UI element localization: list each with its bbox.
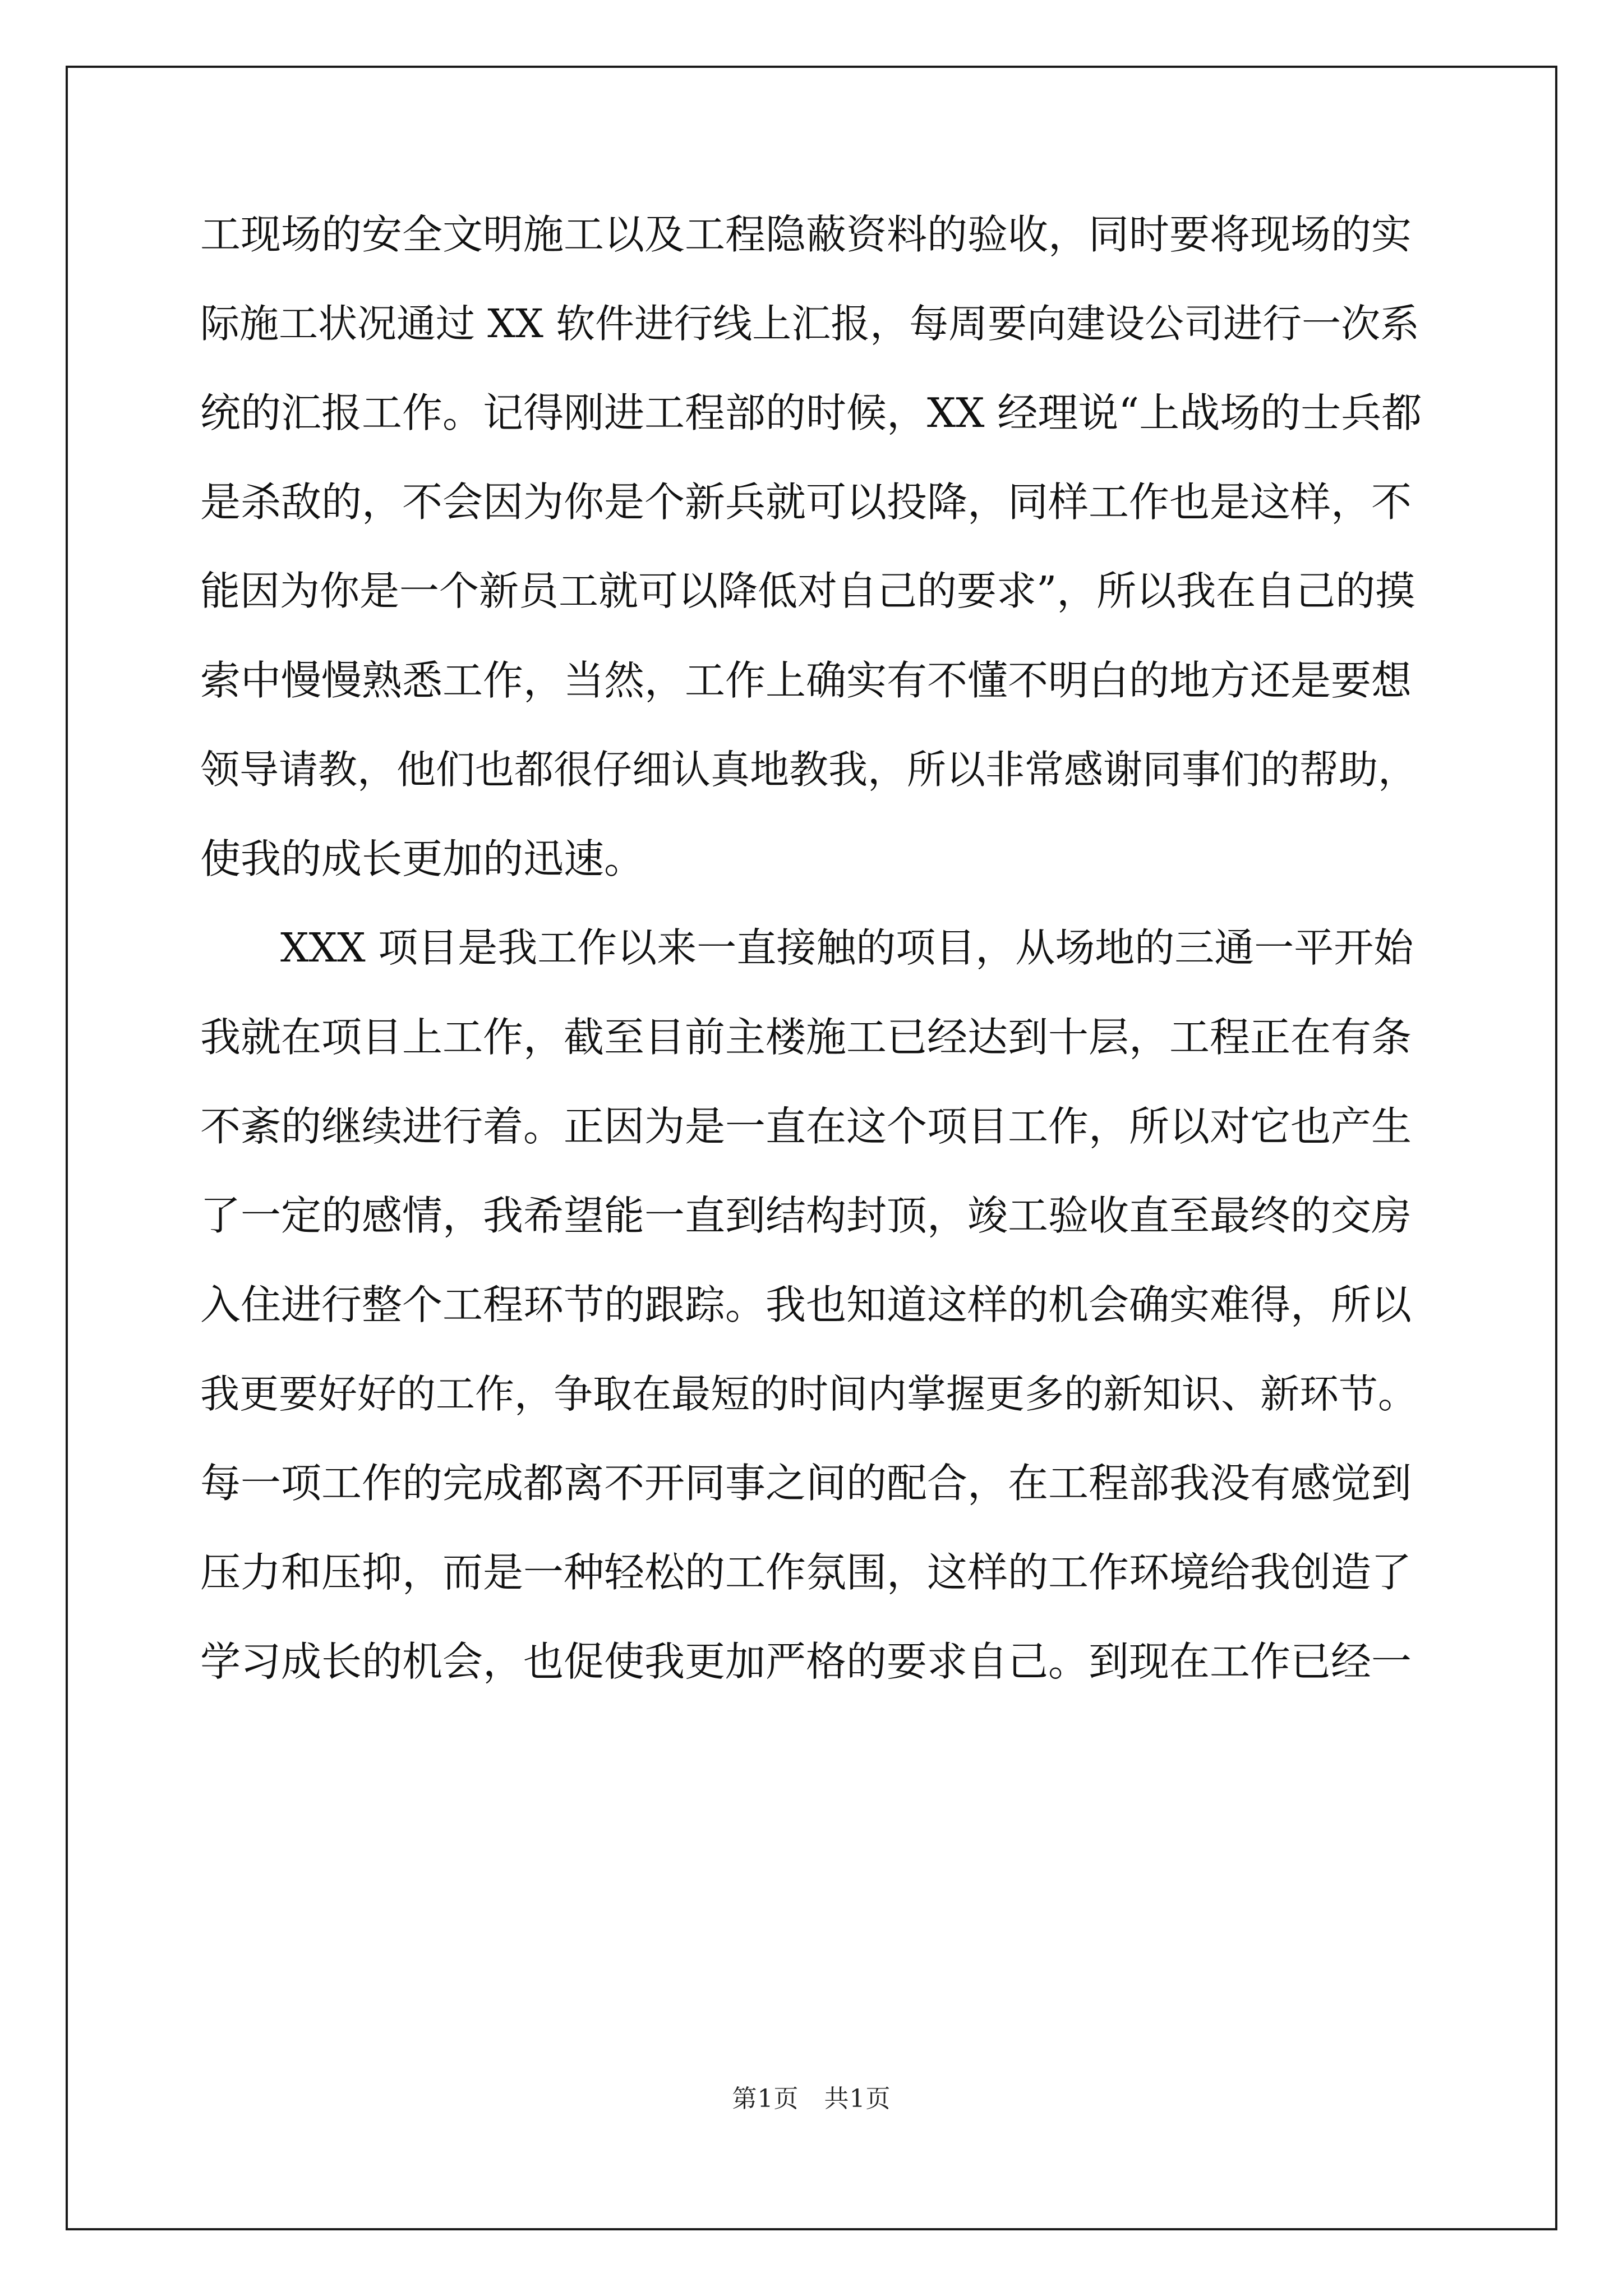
text-line: 不紊的继续进行着。正因为是一直在这个项目工作，所以对它也产生 (200, 1103, 1412, 1150)
text-line: 统的汇报工作。记得刚进工程部的时候，XX 经理说“上战场的士兵都 (200, 389, 1422, 436)
text-line: 了一定的感情，我希望能一直到结构封顶，竣工验收直至最终的交房 (200, 1192, 1412, 1239)
text-line: 学习成长的机会，也促使我更加严格的要求自己。到现在工作已经一 (200, 1638, 1412, 1685)
text-line: 入住进行整个工程环节的跟踪。我也知道这样的机会确实难得，所以 (200, 1281, 1412, 1328)
text-line: 工现场的安全文明施工以及工程隐蔽资料的验收，同时要将现场的实 (200, 211, 1412, 258)
text-line: 是杀敌的，不会因为你是个新兵就可以投降，同样工作也是这样，不 (200, 478, 1412, 526)
text-line: 使我的成长更加的迅速。 (200, 835, 645, 882)
text-line: 压力和压抑，而是一种轻松的工作氛围，这样的工作环境给我创造了 (200, 1549, 1412, 1596)
text-line: 每一项工作的完成都离不开同事之间的配合，在工程部我没有感觉到 (200, 1460, 1412, 1507)
text-line: 能因为你是一个新员工就可以降低对自己的要求”，所以我在自己的摸 (200, 568, 1415, 614)
text-line: 领导请教，他们也都很仔细认真地教我，所以非常感谢同事们的帮助， (200, 747, 1417, 793)
text-line: 我更要好好的工作，争取在最短的时间内掌握更多的新知识、新环节。 (200, 1371, 1417, 1417)
text-line: 我就在项目上工作，截至目前主楼施工已经达到十层，工程正在有条 (200, 1014, 1412, 1061)
text-line: 际施工状况通过 XX 软件进行线上汇报，每周要向建设公司进行一次系 (200, 301, 1420, 347)
paragraph-start-line: XXX 项目是我工作以来一直接触的项目，从场地的三通一平开始 (280, 924, 1414, 971)
text-line: 索中慢慢熟悉工作，当然，工作上确实有不懂不明白的地方还是要想 (200, 657, 1412, 704)
page-number-footer: 第1页 共1页 (732, 2085, 891, 2113)
